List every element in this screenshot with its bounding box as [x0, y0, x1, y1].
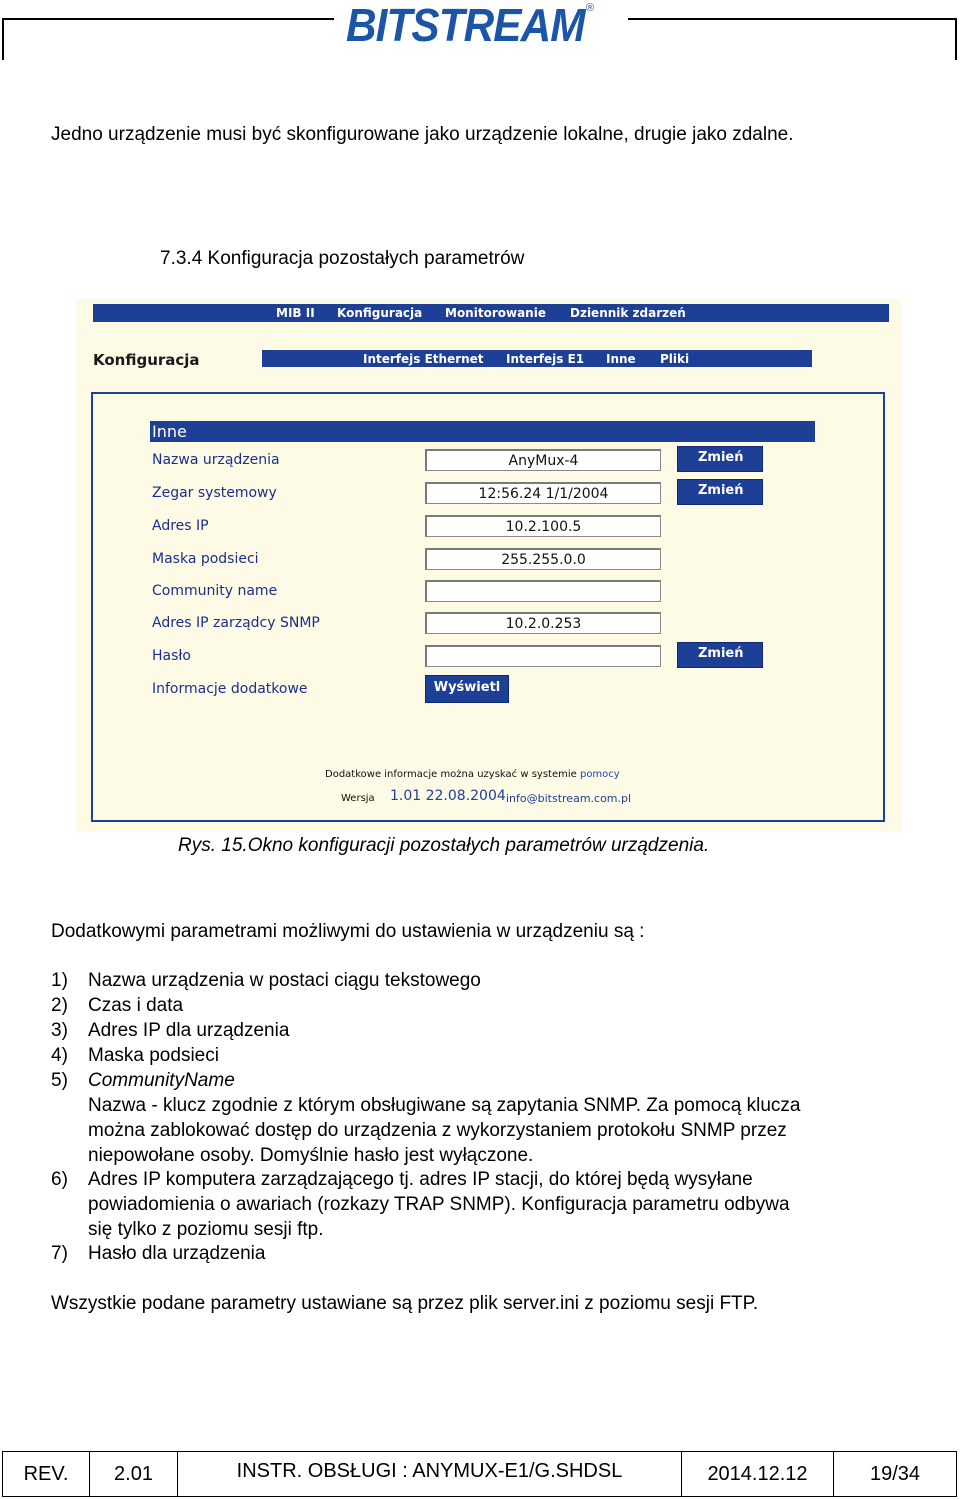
- list-num: 4): [51, 1045, 68, 1066]
- zmien-nazwa-button[interactable]: Zmień: [677, 446, 763, 472]
- version-value: 1.01 22.08.2004: [390, 788, 506, 804]
- list-num: 2): [51, 995, 68, 1016]
- contact-email[interactable]: info@bitstream.com.pl: [506, 792, 632, 805]
- wyswietl-button[interactable]: Wyświetl: [425, 675, 509, 703]
- header-rule-right: [628, 18, 956, 20]
- label-maska-podsieci: Maska podsieci: [152, 551, 259, 567]
- bitstream-logo: BITSTREAM: [346, 0, 585, 51]
- input-adres-ip[interactable]: 10.2.100.5: [425, 515, 661, 537]
- registered-mark: ®: [586, 2, 595, 14]
- footer-rev-value: 2.01: [90, 1452, 178, 1497]
- label-zegar-systemowy: Zegar systemowy: [152, 485, 277, 501]
- list-item-text: niepowołane osoby. Domyślnie hasło jest wyłączone.: [88, 1145, 534, 1166]
- section-heading: 7.3.4 Konfiguracja pozostałych parametrów: [160, 248, 525, 269]
- nav-dziennik-zdarzen[interactable]: Dziennik zdarzeń: [570, 306, 686, 320]
- header-rule-right-tick: [955, 18, 957, 60]
- input-nazwa-urzadzenia[interactable]: AnyMux-4: [425, 449, 661, 471]
- page-title: Konfiguracja: [93, 351, 200, 369]
- list-num: 3): [51, 1020, 68, 1041]
- input-community-name[interactable]: [425, 580, 661, 602]
- list-item-text: można zablokować dostęp do urządzenia z wykorzystaniem protokołu SNMP przez: [88, 1120, 787, 1141]
- list-lead: Dodatkowymi parametrami możliwymi do ustawienia w urządzeniu są :: [51, 921, 645, 942]
- list-num: 5): [51, 1070, 68, 1091]
- subnav-inne[interactable]: Inne: [606, 352, 636, 366]
- intro-paragraph: Jedno urządzenie musi być skonfigurowane jako urządzenie lokalne, drugie jako zdalne.: [51, 124, 794, 145]
- top-nav-bar: [93, 304, 889, 322]
- list-item-text: się tylko z poziomu sesji ftp.: [88, 1219, 324, 1240]
- closing-paragraph: Wszystkie podane parametry ustawiane są przez plik server.ini z poziomu sesji FTP.: [51, 1293, 759, 1314]
- figure-caption: Rys. 15.Okno konfiguracji pozostałych parametrów urządzenia.: [178, 835, 710, 856]
- document-footer: [2, 1451, 957, 1497]
- panel-title: Inne: [150, 421, 815, 442]
- list-item-text: CommunityName: [88, 1070, 235, 1091]
- version-label: Wersja: [341, 793, 375, 804]
- list-item-text: Adres IP dla urządzenia: [88, 1020, 290, 1041]
- label-haslo: Hasło: [152, 648, 191, 664]
- sub-nav-bar: [262, 350, 812, 367]
- footer-page: 19/34: [834, 1452, 957, 1497]
- subnav-pliki[interactable]: Pliki: [660, 352, 690, 366]
- label-nazwa-urzadzenia: Nazwa urządzenia: [152, 452, 280, 468]
- settings-panel: [91, 392, 885, 822]
- label-informacje-dodatkowe: Informacje dodatkowe: [152, 681, 308, 697]
- input-maska-podsieci[interactable]: 255.255.0.0: [425, 548, 661, 570]
- input-adres-ip-zarzadcy[interactable]: 10.2.0.253: [425, 612, 661, 634]
- zmien-haslo-button[interactable]: Zmień: [677, 642, 763, 668]
- list-item-text: Adres IP komputera zarządzającego tj. adres IP stacji, do której będą wysyłane: [88, 1169, 753, 1190]
- list-num: 6): [51, 1169, 68, 1190]
- input-haslo[interactable]: [425, 645, 661, 667]
- list-num: 7): [51, 1243, 68, 1264]
- list-num: 1): [51, 970, 68, 991]
- help-note-text: Dodatkowe informacje można uzyskać w systemie: [325, 769, 577, 780]
- footer-rev-label: REV.: [3, 1452, 90, 1497]
- list-item-text: Nazwa urządzenia w postaci ciągu tekstowego: [88, 970, 481, 991]
- list-item-text: Hasło dla urządzenia: [88, 1243, 266, 1264]
- label-adres-ip-zarzadcy: Adres IP zarządcy SNMP: [152, 615, 320, 631]
- header-rule-left: [2, 18, 334, 20]
- help-note: [325, 769, 620, 780]
- list-item-text: Nazwa - klucz zgodnie z którym obsługiwane są zapytania SNMP. Za pomocą klucza: [88, 1095, 801, 1116]
- list-item-text: Maska podsieci: [88, 1045, 219, 1066]
- nav-mib-ii[interactable]: MIB II: [276, 306, 315, 320]
- config-screenshot: [76, 299, 901, 832]
- nav-konfiguracja[interactable]: Konfiguracja: [337, 306, 423, 320]
- list-item-text: Czas i data: [88, 995, 184, 1016]
- header-rule-left-tick: [2, 18, 4, 60]
- list-item-text: powiadomienia o awariach (rozkazy TRAP SNMP). Konfiguracja parametru odbywa: [88, 1194, 790, 1215]
- footer-date: 2014.12.12: [682, 1452, 834, 1497]
- footer-doc-title: INSTR. OBSŁUGI : ANYMUX-E1/G.SHDSL: [178, 1452, 682, 1497]
- subnav-interfejs-e1[interactable]: Interfejs E1: [506, 352, 585, 366]
- label-community-name: Community name: [152, 583, 278, 599]
- zmien-zegar-button[interactable]: Zmień: [677, 479, 763, 505]
- nav-monitorowanie[interactable]: Monitorowanie: [445, 306, 546, 320]
- label-adres-ip: Adres IP: [152, 518, 209, 534]
- input-zegar-systemowy[interactable]: 12:56.24 1/1/2004: [425, 482, 661, 504]
- subnav-interfejs-ethernet[interactable]: Interfejs Ethernet: [363, 352, 484, 366]
- help-link[interactable]: pomocy: [579, 769, 620, 780]
